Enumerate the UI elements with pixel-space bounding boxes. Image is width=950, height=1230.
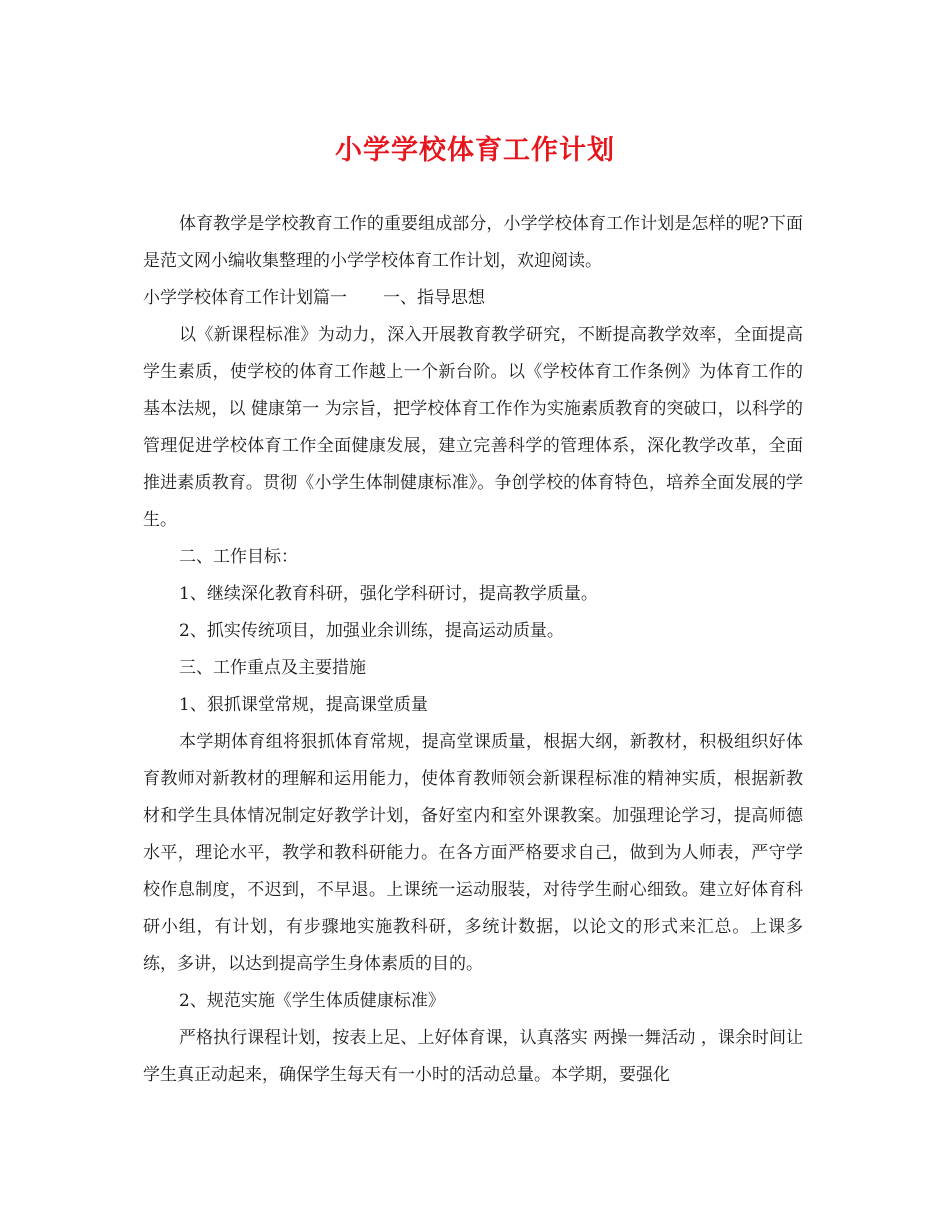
document-title: 小学学校体育工作计划 xyxy=(335,135,615,166)
measure-1-paragraph: 本学期体育组将狠抓体育常规，提高堂课质量，根据大纲，新教材，积极组织好体育教师对新教材的理解和运用能力，使体育教师领会新课程标准的精神实质，根据新教材和学生具体情况制定好教学计划，备好室内和室外课教案。加强理论学习，提高师德水平，理论水平，教学和教科研能力。在各方面严格要求自己，做到为人师表，严守学校作息制度，不迟到，不早退。上课统一运动服装，对待学生耐心细致。建立好体育科研小组，有计划，有步骤地实施教科研，多统计数据，以论文的形式来汇总。上课多练，多讲，以达到提高学生身体素质的目的。 xyxy=(143,732,803,974)
goal-item-1: 1、继续深化教育科研，强化学科研讨，提高教学质量。 xyxy=(179,584,598,604)
heading-work-goals: 二、工作目标： xyxy=(179,547,298,567)
measure-1-title: 1、狠抓课堂常规，提高课堂质量 xyxy=(179,695,428,715)
document-body xyxy=(143,206,803,1094)
measure-2-paragraph: 严格执行课程计划，按表上足、上好体育课，认真落实 两操一舞活动 ，课余时间让学生真正动起来，确保学生每天有一小时的活动总量。本学期，要强化 xyxy=(143,1028,803,1085)
goal-item-2: 2、抓实传统项目，加强业余训练，提高运动质量。 xyxy=(179,621,564,641)
intro-paragraph: 体育教学是学校教育工作的重要组成部分，小学学校体育工作计划是怎样的呢?下面是范文网小编收集整理的小学学校体育工作计划，欢迎阅读。 xyxy=(143,214,803,271)
section-label: 小学学校体育工作计划篇一 xyxy=(143,288,347,308)
measure-2-title: 2、规范实施《学生体质健康标准》 xyxy=(179,991,445,1011)
section-heading-line xyxy=(143,280,803,317)
heading-key-measures: 三、工作重点及主要措施 xyxy=(179,658,366,678)
guiding-ideology-paragraph: 以《新课程标准》为动力，深入开展教育教学研究，不断提高教学效率，全面提高学生素质，使学校的体育工作越上一个新台阶。以《学校体育工作条例》为体育工作的基本法规，以 健康第一 为宗旨，把学校体育工作作为实施素质教育的突破口，以科学的管理促进学校体育工作全面健康发展，建立完善科学的管理体系，深化教学改革，全面推进素质教育。贯彻《小学生体制健康标准》。争创学校的体育特色，培养全面发展的学生。 xyxy=(143,325,803,530)
heading-guiding-ideology: 一、指导思想 xyxy=(383,288,485,308)
